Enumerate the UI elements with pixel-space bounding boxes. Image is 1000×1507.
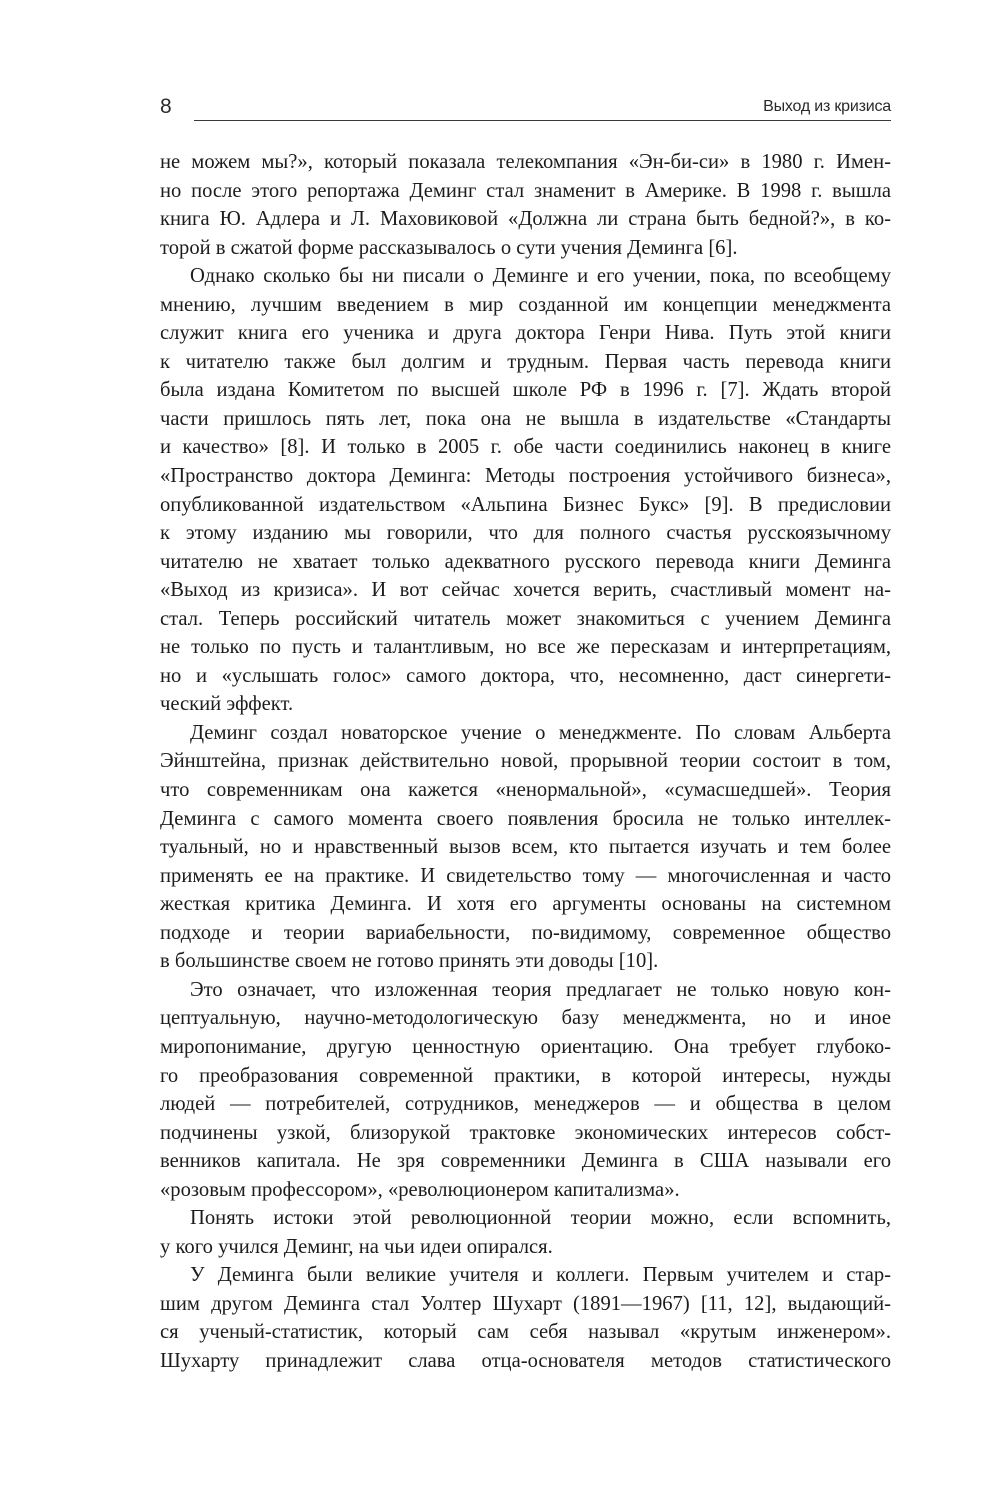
text-line: миропонимание, другую ценностную ориентацию. Она требует глубоко- (160, 1035, 891, 1058)
text-line: го преобразования современной практики, в которой интересы, нужды (160, 1064, 891, 1087)
text-line: служит книга его ученика и друга доктора Генри Нива. Путь этой книги (160, 322, 891, 345)
text-line: ческий эффект. (160, 693, 294, 716)
text-line: Деминга с самого момента своего появления бросила не только интеллек- (160, 807, 891, 830)
text-line: подчинены узкой, близорукой трактовке экономических интересов собст- (160, 1121, 891, 1144)
text-line: не можем мы?», который показала телекомпания «Эн-би-си» в 1980 г. Имен- (160, 151, 891, 173)
paragraph (160, 1261, 891, 1375)
text-line: читателю не хватает только адекватного русского перевода книги Деминга (160, 550, 891, 573)
text-line: что современникам она кажется «ненормальной», «сумасшедшей». Теория (160, 779, 891, 802)
paragraph (160, 1204, 891, 1261)
paragraph (160, 719, 891, 976)
text-line: подходе и теории вариабельности, по-видимому, современное общество (160, 921, 891, 944)
text-line: жесткая критика Деминга. И хотя его аргументы основаны на системном (160, 893, 891, 916)
text-line: «Пространство доктора Деминга: Методы построения устойчивого бизнеса», (160, 465, 891, 488)
text-line: торой в сжатой форме рассказывалось о сути учения Деминга [6]. (160, 236, 738, 259)
text-line: Однако сколько бы ни писали о Деминге и его учении, пока, по всеобщему (190, 265, 891, 288)
text-line: стал. Теперь российский читатель может знакомиться с учением Деминга (160, 607, 891, 630)
text-line: части пришлось пять лет, пока она не вышла в издательстве «Стандарты (160, 407, 891, 430)
text-line: Понять истоки этой революционной теории можно, если вспомнить, (190, 1207, 891, 1230)
body-text (160, 148, 891, 1376)
text-line: была издана Комитетом по высшей школе РФ в 1996 г. [7]. Ждать второй (160, 379, 891, 402)
paragraph (160, 148, 891, 262)
text-line: опубликованной издательством «Альпина Бизнес Букс» [9]. В предисловии (160, 493, 891, 516)
header-rule (194, 120, 891, 121)
paragraph (160, 976, 891, 1204)
text-line: к этому изданию мы говорили, что для полного счастья русскоязычному (160, 522, 891, 545)
running-head (160, 94, 891, 124)
text-line: туальный, но и нравственный вызов всем, кто пытается изучать и тем более (160, 836, 891, 859)
text-line: применять ее на практике. И свидетельство тому — многочисленная и часто (160, 864, 891, 887)
running-title: Выход из кризиса (763, 98, 891, 115)
text-line: Шухарту принадлежит слава отца-основателя методов статистического (160, 1349, 891, 1372)
text-line: Эйнштейна, признак действительно новой, прорывной теории состоит в том, (160, 750, 891, 773)
page-number: 8 (160, 95, 172, 118)
text-line: «Выход из кризиса». И вот сейчас хочется верить, счастливый момент на- (160, 579, 891, 602)
text-line: людей — потребителей, сотрудников, менеджеров — и общества в целом (160, 1093, 891, 1116)
text-line: в большинстве своем не готово принять эти доводы [10]. (160, 950, 659, 973)
text-line: к читателю также был долгим и трудным. Первая часть перевода книги (160, 350, 891, 373)
text-line: «розовым профессором», «революционером капитализма». (160, 1178, 680, 1201)
text-line: не только по пусть и талантливым, но все же пересказам и интерпретациям, (160, 636, 891, 659)
text-line: и качество» [8]. И только в 2005 г. обе части соединились наконец в книге (160, 436, 891, 459)
text-line: шим другом Деминга стал Уолтер Шухарт (1891—1967) [11, 12], выдающий- (160, 1292, 891, 1315)
text-line: У Деминга были великие учителя и коллеги. Первым учителем и стар- (190, 1264, 891, 1287)
text-line: книга Ю. Адлера и Л. Маховиковой «Должна ли страна быть бедной?», в ко- (160, 208, 891, 231)
text-line: Это означает, что изложенная теория предлагает не только новую кон- (190, 978, 891, 1001)
text-line: но после этого репортажа Деминг стал знаменит в Америке. В 1998 г. вышла (160, 179, 891, 202)
text-line: у кого учился Деминг, на чьи идеи опирался. (160, 1235, 553, 1258)
text-line: мнению, лучшим введением в мир созданной им концепции менеджмента (160, 293, 891, 316)
text-line: но и «услышать голос» самого доктора, что, несомненно, даст синергети- (160, 664, 891, 687)
paragraph (160, 262, 891, 719)
text-line: ся ученый-статистик, который сам себя называл «крутым инженером». (160, 1321, 891, 1344)
text-line: цептуальную, научно-методологическую базу менеджмента, но и иное (160, 1007, 891, 1030)
text-line: венников капитала. Не зря современники Деминга в США называли его (160, 1150, 891, 1173)
text-line: Деминг создал новаторское учение о менеджменте. По словам Альберта (190, 721, 891, 744)
